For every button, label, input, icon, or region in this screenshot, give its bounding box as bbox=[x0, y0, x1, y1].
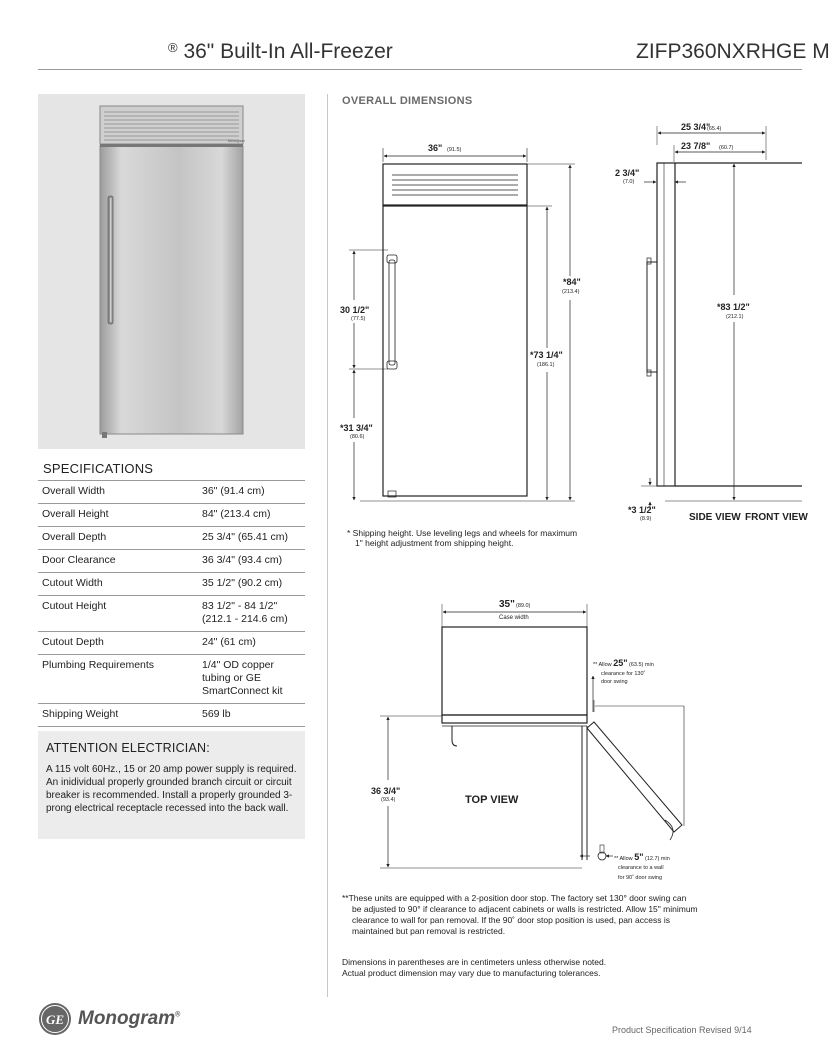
side-case-depth-cm: (60.7) bbox=[719, 145, 734, 151]
case-width-cm: (89.0) bbox=[516, 603, 531, 609]
spec-label: Plumbing Requirements bbox=[38, 655, 198, 704]
ge-logo-text: GE bbox=[45, 1012, 65, 1027]
overall-dimensions-title: OVERALL DIMENSIONS bbox=[342, 95, 473, 107]
page-title-text: 36" Built-In All-Freezer bbox=[183, 40, 393, 63]
revision-date: Product Specification Revised 9/14 bbox=[612, 1025, 752, 1035]
door-thickness-cm: (7.0) bbox=[623, 179, 635, 185]
spec-label: Cutout Width bbox=[38, 573, 198, 596]
handle-height-dim: 30 1/2" bbox=[340, 305, 370, 315]
door-stop-note-line3: clearance to wall for pan removal. If the 90˚ door stop position is used, pan access is bbox=[352, 915, 670, 925]
clearance-130-line2: clearance for 130˚ bbox=[601, 671, 646, 677]
clearance-130-note: ** Allow 25" (63.5) min bbox=[593, 658, 654, 668]
registered-mark: ® bbox=[168, 40, 178, 55]
clearance-130-line3: door swing bbox=[601, 679, 628, 685]
door-height-cm: (186.1) bbox=[537, 362, 555, 368]
spec-value: 35 1/2" (90.2 cm) bbox=[198, 573, 305, 596]
dimensions-note-line2: Actual product dimension may vary due to manufacturing tolerances. bbox=[342, 968, 601, 978]
spec-label: Overall Depth bbox=[38, 527, 198, 550]
shipping-note-line2: 1" height adjustment from shipping height. bbox=[355, 538, 514, 548]
door-stop-note-line2: be adjusted to 90° if clearance to adjacent cabinets or walls is restricted. Allow 15" minimum bbox=[352, 904, 698, 914]
case-width-dim: 35" bbox=[499, 599, 515, 610]
handle-height-cm: (77.5) bbox=[351, 316, 366, 322]
toe-cm: (8.9) bbox=[640, 516, 652, 522]
front-width-dim: 36" bbox=[428, 143, 443, 153]
spec-label: Cutout Height bbox=[38, 596, 198, 632]
shipping-note-line1: * Shipping height. Use leveling legs and wheels for maximum bbox=[347, 528, 578, 538]
case-width-caption: Case width bbox=[499, 615, 529, 621]
spec-value: 36" (91.4 cm) bbox=[198, 481, 305, 504]
electrician-notice-body: A 115 volt 60Hz., 15 or 20 amp power supply is required. An inidividual properly grounded branch circuit or circuit breaker is recommended. Install a properly grounded 3-prong electrical receptacle recessed into the back wall. bbox=[46, 764, 297, 814]
side-case-depth-dim: 23 7/8" bbox=[681, 141, 711, 151]
door-clearance-dim: 36 3/4" bbox=[371, 786, 401, 796]
front-view-label: FRONT VIEW bbox=[745, 512, 808, 523]
spec-value: 569 lb bbox=[198, 704, 305, 727]
monogram-wordmark: Monogram® bbox=[78, 1008, 181, 1029]
door-height-dim: *73 1/4" bbox=[530, 350, 563, 360]
side-view-label: SIDE VIEW bbox=[689, 512, 741, 523]
side-height-dim: *83 1/2" bbox=[717, 302, 750, 312]
top-view-drawing bbox=[380, 604, 684, 868]
side-depth-cm: (65.4) bbox=[707, 126, 722, 132]
side-view-drawing bbox=[641, 126, 802, 510]
spec-label: Overall Height bbox=[38, 504, 198, 527]
spec-value: 36 3/4" (93.4 cm) bbox=[198, 550, 305, 573]
ge-logo-icon bbox=[38, 1002, 72, 1036]
monogram-logo bbox=[38, 1002, 180, 1036]
specifications-heading: SPECIFICATIONS bbox=[43, 461, 154, 476]
toe-dim: *3 1/2" bbox=[628, 505, 656, 515]
panel-badge: Monogram bbox=[228, 139, 245, 143]
door-stop-note-line4: maintained but pan removal is restricted. bbox=[352, 926, 506, 936]
handle-bottom-cm: (80.6) bbox=[350, 434, 365, 440]
spec-value: 25 3/4" (65.41 cm) bbox=[198, 527, 305, 550]
door-clearance-cm: (93.4) bbox=[381, 797, 396, 803]
top-view-label: TOP VIEW bbox=[465, 794, 519, 806]
clearance-90-line2: clearance to a wall bbox=[618, 865, 664, 871]
dimensions-note-line1: Dimensions in parentheses are in centimeters unless otherwise noted. bbox=[342, 957, 607, 967]
clearance-90-line3: for 90˚ door swing bbox=[618, 875, 663, 881]
model-number: ZIFP360NXRHGE M bbox=[636, 40, 830, 63]
front-view-drawing bbox=[349, 148, 575, 501]
clearance-90-note: ** Allow 5" (12.7) min bbox=[614, 852, 670, 862]
side-height-cm: (212.1) bbox=[726, 314, 744, 320]
handle-bottom-dim: *31 3/4" bbox=[340, 423, 373, 433]
spec-label: Shipping Weight bbox=[38, 704, 198, 727]
front-width-cm: (91.5) bbox=[447, 147, 462, 153]
overall-height-dim: *84" bbox=[563, 277, 581, 287]
electrician-notice-title: ATTENTION ELECTRICIAN: bbox=[46, 741, 210, 755]
spec-label: Cutout Depth bbox=[38, 632, 198, 655]
spec-value: 24" (61 cm) bbox=[198, 632, 305, 655]
door-stop-note-line1: **These units are equipped with a 2-position door stop. The factory set 130° door swing can bbox=[342, 893, 687, 903]
door-thickness-dim: 2 3/4" bbox=[615, 168, 640, 178]
spec-label: Overall Width bbox=[38, 481, 198, 504]
spec-label: Door Clearance bbox=[38, 550, 198, 573]
spec-value: 83 1/2" - 84 1/2" (212.1 - 214.6 cm) bbox=[198, 596, 305, 632]
spec-value: 1/4" OD copper tubing or GE SmartConnect kit bbox=[198, 655, 305, 704]
overall-height-cm: (213.4) bbox=[562, 289, 580, 295]
side-depth-dim: 25 3/4" bbox=[681, 122, 711, 132]
spec-value: 84" (213.4 cm) bbox=[198, 504, 305, 527]
